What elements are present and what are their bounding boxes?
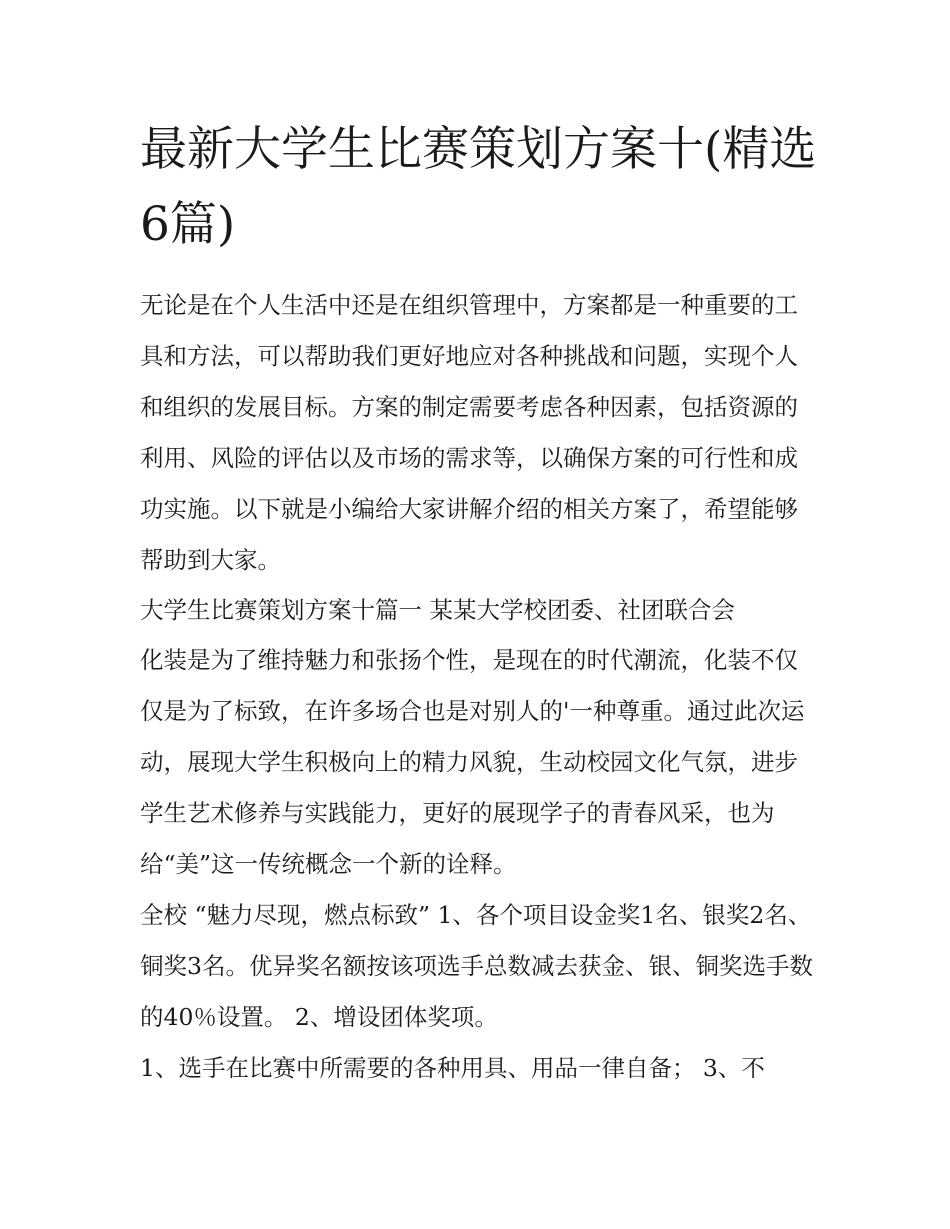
awards-paragraph: 全校 “魅力尽现，燃点标致” 1、各个项目设金奖1名、银奖2名、铜奖3名。优异奖名额按该项选手总数减去获金、银、铜奖选手数的40％设置。 2、增设团体奖项。 [140,901,813,1031]
purpose-paragraph: 化装是为了维持魅力和张扬个性，是现在的时代潮流，化装不仅仅是为了标致，在许多场合也是对别人的'一种尊重。通过此次运动，展现大学生积极向上的精力风貌，生动校园文化气氛，进步学生艺术修养与实践能力，更好的展现学子的青春风采，也为给“美”这一传统概念一个新的诠释。 [140,646,805,878]
intro-paragraph: 无论是在个人生活中还是在组织管理中，方案都是一种重要的工具和方法，可以帮助我们更好地应对各种挑战和问题，实现个人和组织的发展目标。方案的制定需要考虑各种因素，包括资源的利用、风险的评估以及市场的需求等，以确保方案的可行性和成功实施。以下就是小编给大家讲解介绍的相关方案了，希望能够帮助到大家。 [140,291,798,574]
document-title: 最新大学生比赛策划方案十(精选6篇) [140,122,817,252]
document-body [140,280,820,1094]
rules-paragraph: 1、选手在比赛中所需要的各种用具、用品一律自备； 3、不 [140,1054,765,1082]
section-heading-paragraph: 大学生比赛策划方案十篇一 某某大学校团委、社团联合会 [140,596,735,624]
